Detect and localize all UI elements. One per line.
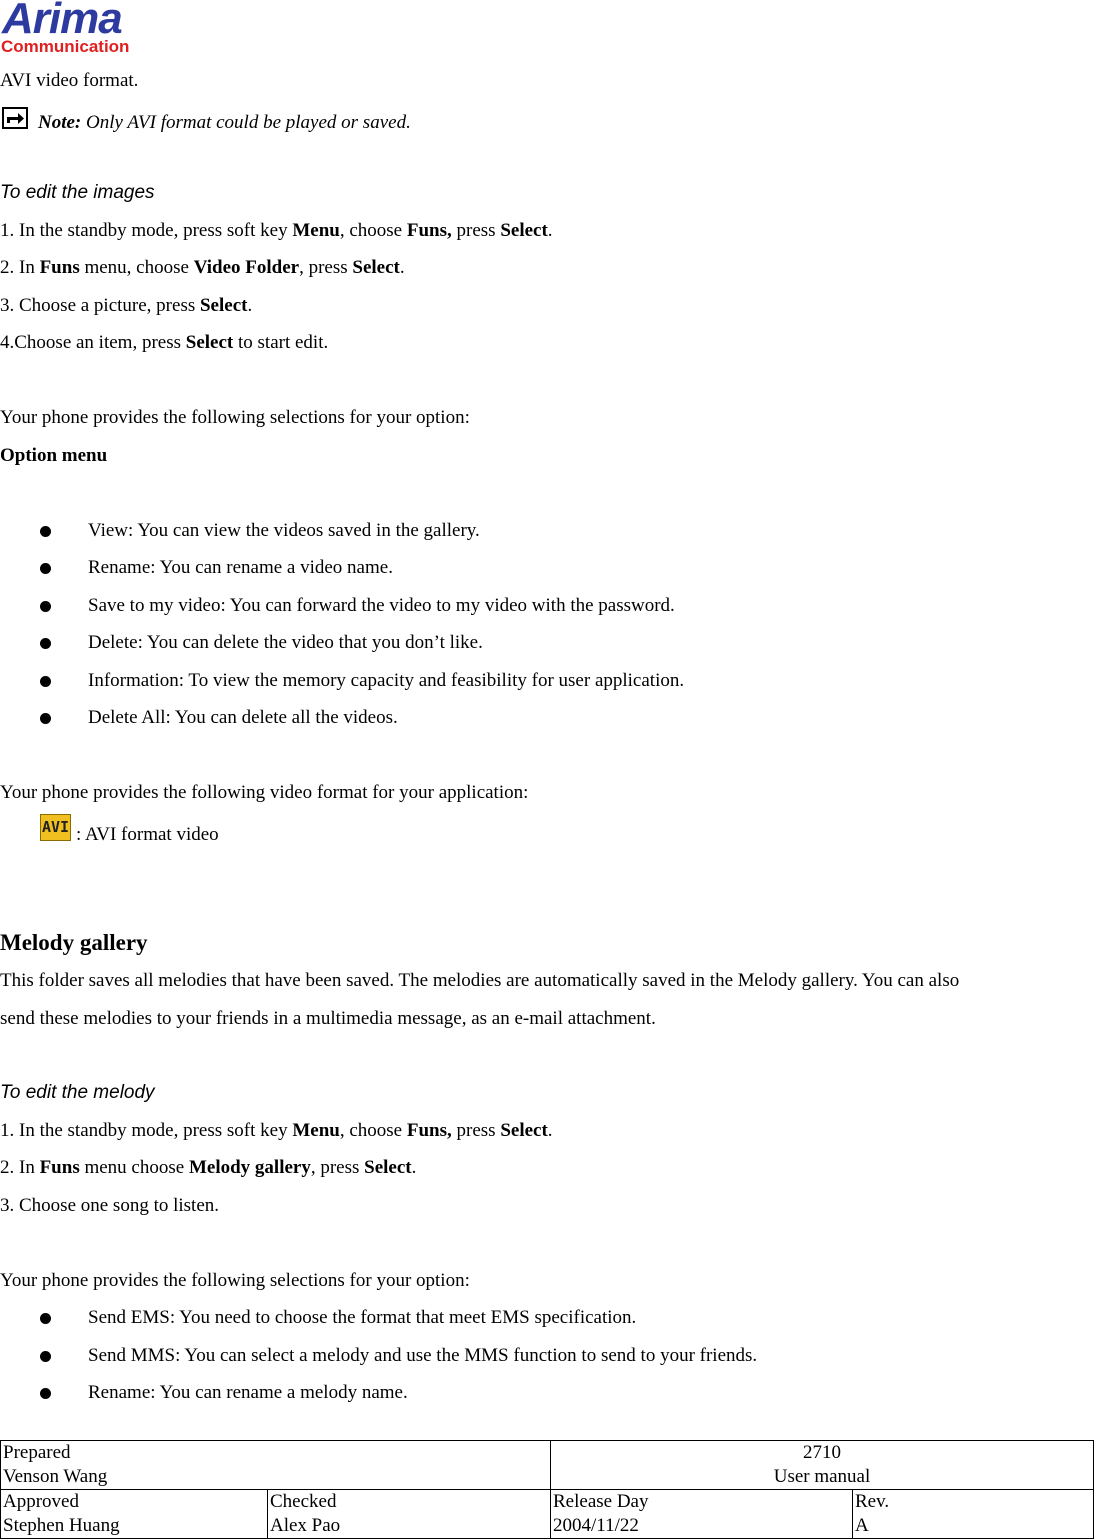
bullet-icon	[40, 713, 51, 724]
bullet-icon	[40, 526, 51, 537]
bullet-icon	[40, 1388, 51, 1399]
bullet-icon	[40, 1313, 51, 1324]
bullet-icon	[40, 676, 51, 687]
edit-melody-heading: To edit the melody	[0, 1082, 155, 1103]
rev-cell	[853, 1490, 1094, 1539]
prepared-label: Prepared	[3, 1442, 71, 1463]
rev-label: Rev.	[855, 1491, 890, 1512]
format-intro: Your phone provides the following video format for your application:	[0, 782, 529, 803]
edit-melody-step-2: 2. In Funs menu choose Melody gallery, press Select.	[0, 1157, 417, 1178]
prepared-by: Venson Wang	[3, 1466, 108, 1487]
option-menu-item: Delete: You can delete the video that you don’t like.	[88, 632, 483, 653]
release-date: 2004/11/22	[553, 1515, 639, 1536]
prepared-cell	[1, 1441, 551, 1490]
option-menu-item: Save to my video: You can forward the video to my video with the password.	[88, 595, 675, 616]
logo-brand: Arima	[2, 0, 122, 43]
bullet-icon	[40, 1351, 51, 1362]
note-text: Only AVI format could be played or saved.	[81, 112, 411, 133]
edit-melody-step-1: 1. In the standby mode, press soft key Menu, choose Funs, press Select.	[0, 1120, 553, 1141]
approved-cell	[1, 1490, 268, 1539]
checked-cell	[268, 1490, 551, 1539]
option-menu-item: View: You can view the videos saved in the gallery.	[88, 520, 480, 541]
edit-melody-step-3: 3. Choose one song to listen.	[0, 1195, 220, 1216]
melody-paragraph-line-2: send these melodies to your friends in a multimedia message, as an e-mail attachment.	[0, 1008, 656, 1029]
checked-label: Checked	[270, 1491, 337, 1512]
melody-option-item: Send MMS: You can select a melody and use the MMS function to send to your friends.	[88, 1345, 758, 1366]
intro-line: AVI video format.	[0, 70, 139, 91]
release-cell	[551, 1490, 853, 1539]
note-label: Note:	[38, 112, 82, 133]
edit-images-heading: To edit the images	[0, 182, 155, 203]
logo-subtitle: Communication	[1, 37, 130, 56]
melody-selections-intro: Your phone provides the following selections for your option:	[0, 1270, 470, 1291]
selections-intro: Your phone provides the following selections for your option:	[0, 407, 470, 428]
melody-option-item: Send EMS: You need to choose the format that meet EMS specification.	[88, 1307, 637, 1328]
bullet-icon	[40, 638, 51, 649]
edit-images-step-4: 4.Choose an item, press Select to start edit.	[0, 332, 329, 353]
note-arrow-icon	[2, 107, 28, 129]
note	[38, 112, 411, 134]
avi-format-label: : AVI format video	[76, 824, 219, 845]
approved-label: Approved	[3, 1491, 79, 1512]
checked-by: Alex Pao	[270, 1515, 341, 1536]
melody-gallery-heading: Melody gallery	[0, 930, 148, 955]
melody-option-item: Rename: You can rename a melody name.	[88, 1382, 408, 1403]
document-footer-table	[0, 1440, 1094, 1539]
option-menu-title: Option menu	[0, 445, 108, 466]
edit-images-step-2: 2. In Funs menu, choose Video Folder, press Select.	[0, 257, 405, 278]
option-menu-item: Delete All: You can delete all the videos.	[88, 707, 398, 728]
model-cell	[551, 1441, 1094, 1490]
release-label: Release Day	[553, 1491, 649, 1512]
edit-images-step-1: 1. In the standby mode, press soft key Menu, choose Funs, press Select.	[0, 220, 553, 241]
bullet-icon	[40, 563, 51, 574]
melody-paragraph-line-1: This folder saves all melodies that have been saved. The melodies are automatically saved in the Melody gallery. You can also	[0, 970, 960, 991]
arima-logo	[0, 0, 152, 58]
avi-file-icon: AVI	[40, 814, 71, 841]
approved-by: Stephen Huang	[3, 1515, 120, 1536]
bullet-icon	[40, 601, 51, 612]
model-number: 2710	[803, 1442, 841, 1463]
edit-images-step-3: 3. Choose a picture, press Select.	[0, 295, 253, 316]
option-menu-item: Rename: You can rename a video name.	[88, 557, 393, 578]
option-menu-item: Information: To view the memory capacity and feasibility for user application.	[88, 670, 685, 691]
rev-value: A	[855, 1515, 869, 1536]
document-type: User manual	[773, 1466, 871, 1487]
